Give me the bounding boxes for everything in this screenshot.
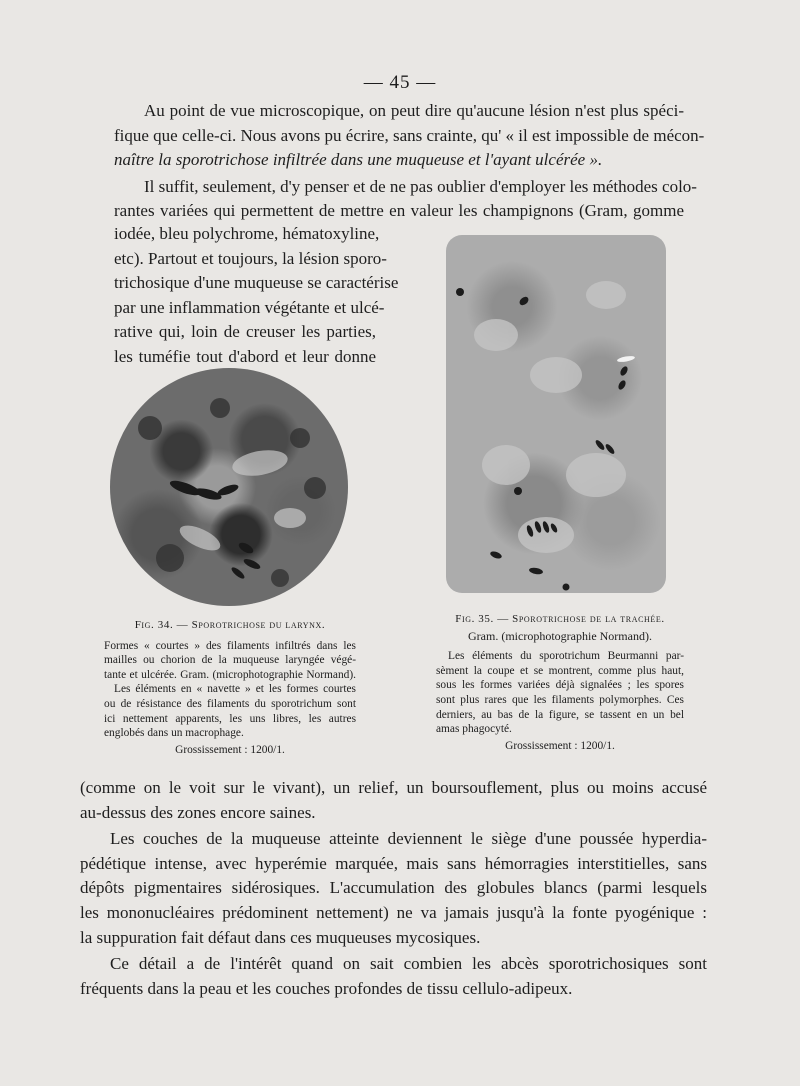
caption-line: ici nettement apparents, les uns libres, les autres [104, 712, 356, 725]
text-line: au-dessus des zones encore saines. [80, 802, 316, 822]
figure-34-magnification: Grossissement : 1200/1. [175, 743, 285, 756]
caption-line: tante et ulcérée. Gram. (microphotographie Normand). [104, 668, 356, 681]
text-line: par une inflammation végétante et ulcé- [114, 297, 385, 317]
figure-35-caption [436, 612, 684, 753]
text-line: dépôts pigmentaires sidérosiques. L'accumulation des globules blancs (parmi lesquels [80, 878, 707, 898]
caption-line: derniers, au bas de la figure, se tassent en un bel [436, 708, 684, 721]
text-line: (comme on le voit sur le vivant), un relief, un boursouflement, plus ou moins accusé [80, 778, 707, 797]
caption-line: Les éléments en « navette » et les formes courtes [114, 683, 356, 696]
text-line: les mononucléaires prédominent nettement) ne va jamais jusqu'à la fonte pyogénique : [80, 902, 707, 922]
text-line: etc). Partout et toujours, la lésion sporo- [114, 248, 387, 268]
caption-line: sèment la coupe et se montrent, comme plus haut, [436, 664, 684, 677]
text-line: naître la sporotrichose infiltrée dans une muqueuse et l'ayant ulcérée ». [114, 150, 603, 170]
closing-paragraphs [80, 776, 707, 1001]
text-line: pédétique intense, avec hyperémie marquée, mais sans hémorragies interstitielles, sans [80, 853, 707, 873]
caption-line: englobés dans un macrophage. [104, 727, 244, 740]
text-line: rative qui, loin de creuser les parties, [114, 322, 376, 342]
caption-line: sous les formes variées déjà signalées ; les spores [436, 679, 684, 692]
caption-line: amas phagocyté. [436, 723, 512, 736]
figure-34-micrograph [110, 368, 348, 606]
text-line: Il suffit, seulement, d'y penser et de ne pas oublier d'employer les méthodes colo- [144, 176, 697, 196]
text-line: Les couches de la muqueuse atteinte deviennent le siège d'une poussée hyperdia- [110, 829, 707, 849]
intro-paragraph [114, 99, 705, 224]
caption-line: ou de résistance des filaments du sporotrichum sont [104, 697, 356, 710]
text-line: Ce détail a de l'intérêt quand on sait combien les abcès sporotrichosiques sont [110, 954, 707, 974]
figure-34-title: Fig. 34. — Sporotrichose du larynx. [134, 619, 326, 631]
micrograph-larynx-image [110, 368, 348, 606]
narrow-paragraph [114, 222, 399, 370]
figure-35-subtitle: Gram. (microphotographie Normand). [468, 628, 652, 643]
caption-line: mailles ou chorion de la muqueuse laryngée végé- [104, 654, 356, 667]
text-line: fréquents dans la peau et les couches profondes de tissu cellulo-adipeux. [80, 978, 573, 998]
figure-35-title: Fig. 35. — Sporotrichose de la trachée. [455, 613, 665, 625]
text-line: la suppuration fait défaut dans ces muqueuses mycosiques. [80, 927, 481, 947]
figure-34-caption [104, 618, 356, 757]
text-line: iodée, bleu polychrome, hématoxyline, [114, 224, 380, 243]
text-line: trichosique d'une muqueuse se caractérise [114, 273, 399, 293]
caption-line: Les éléments du sporotrichum Beurmanni par- [448, 650, 684, 663]
micrograph-trachea-image [446, 235, 666, 593]
figure-35-magnification: Grossissement : 1200/1. [505, 739, 615, 752]
page-number: — 45 — [363, 72, 437, 93]
text-line: Au point de vue microscopique, on peut dire qu'aucune lésion n'est plus spéci- [144, 101, 684, 120]
text-line: fique que celle-ci. Nous avons pu écrire, sans crainte, qu' « il est impossible de mécon- [114, 125, 705, 145]
figure-35-micrograph [446, 235, 666, 593]
text-line: les tuméfie tout d'abord et leur donne [114, 346, 376, 366]
caption-line: Formes « courtes » des filaments infiltrés dans les [104, 639, 356, 652]
text-line: rantes variées qui permettent de mettre en valeur les champignons (Gram, gomme [114, 201, 684, 221]
caption-line: sont plus rares que les filaments polymorphes. Ces [436, 693, 684, 706]
